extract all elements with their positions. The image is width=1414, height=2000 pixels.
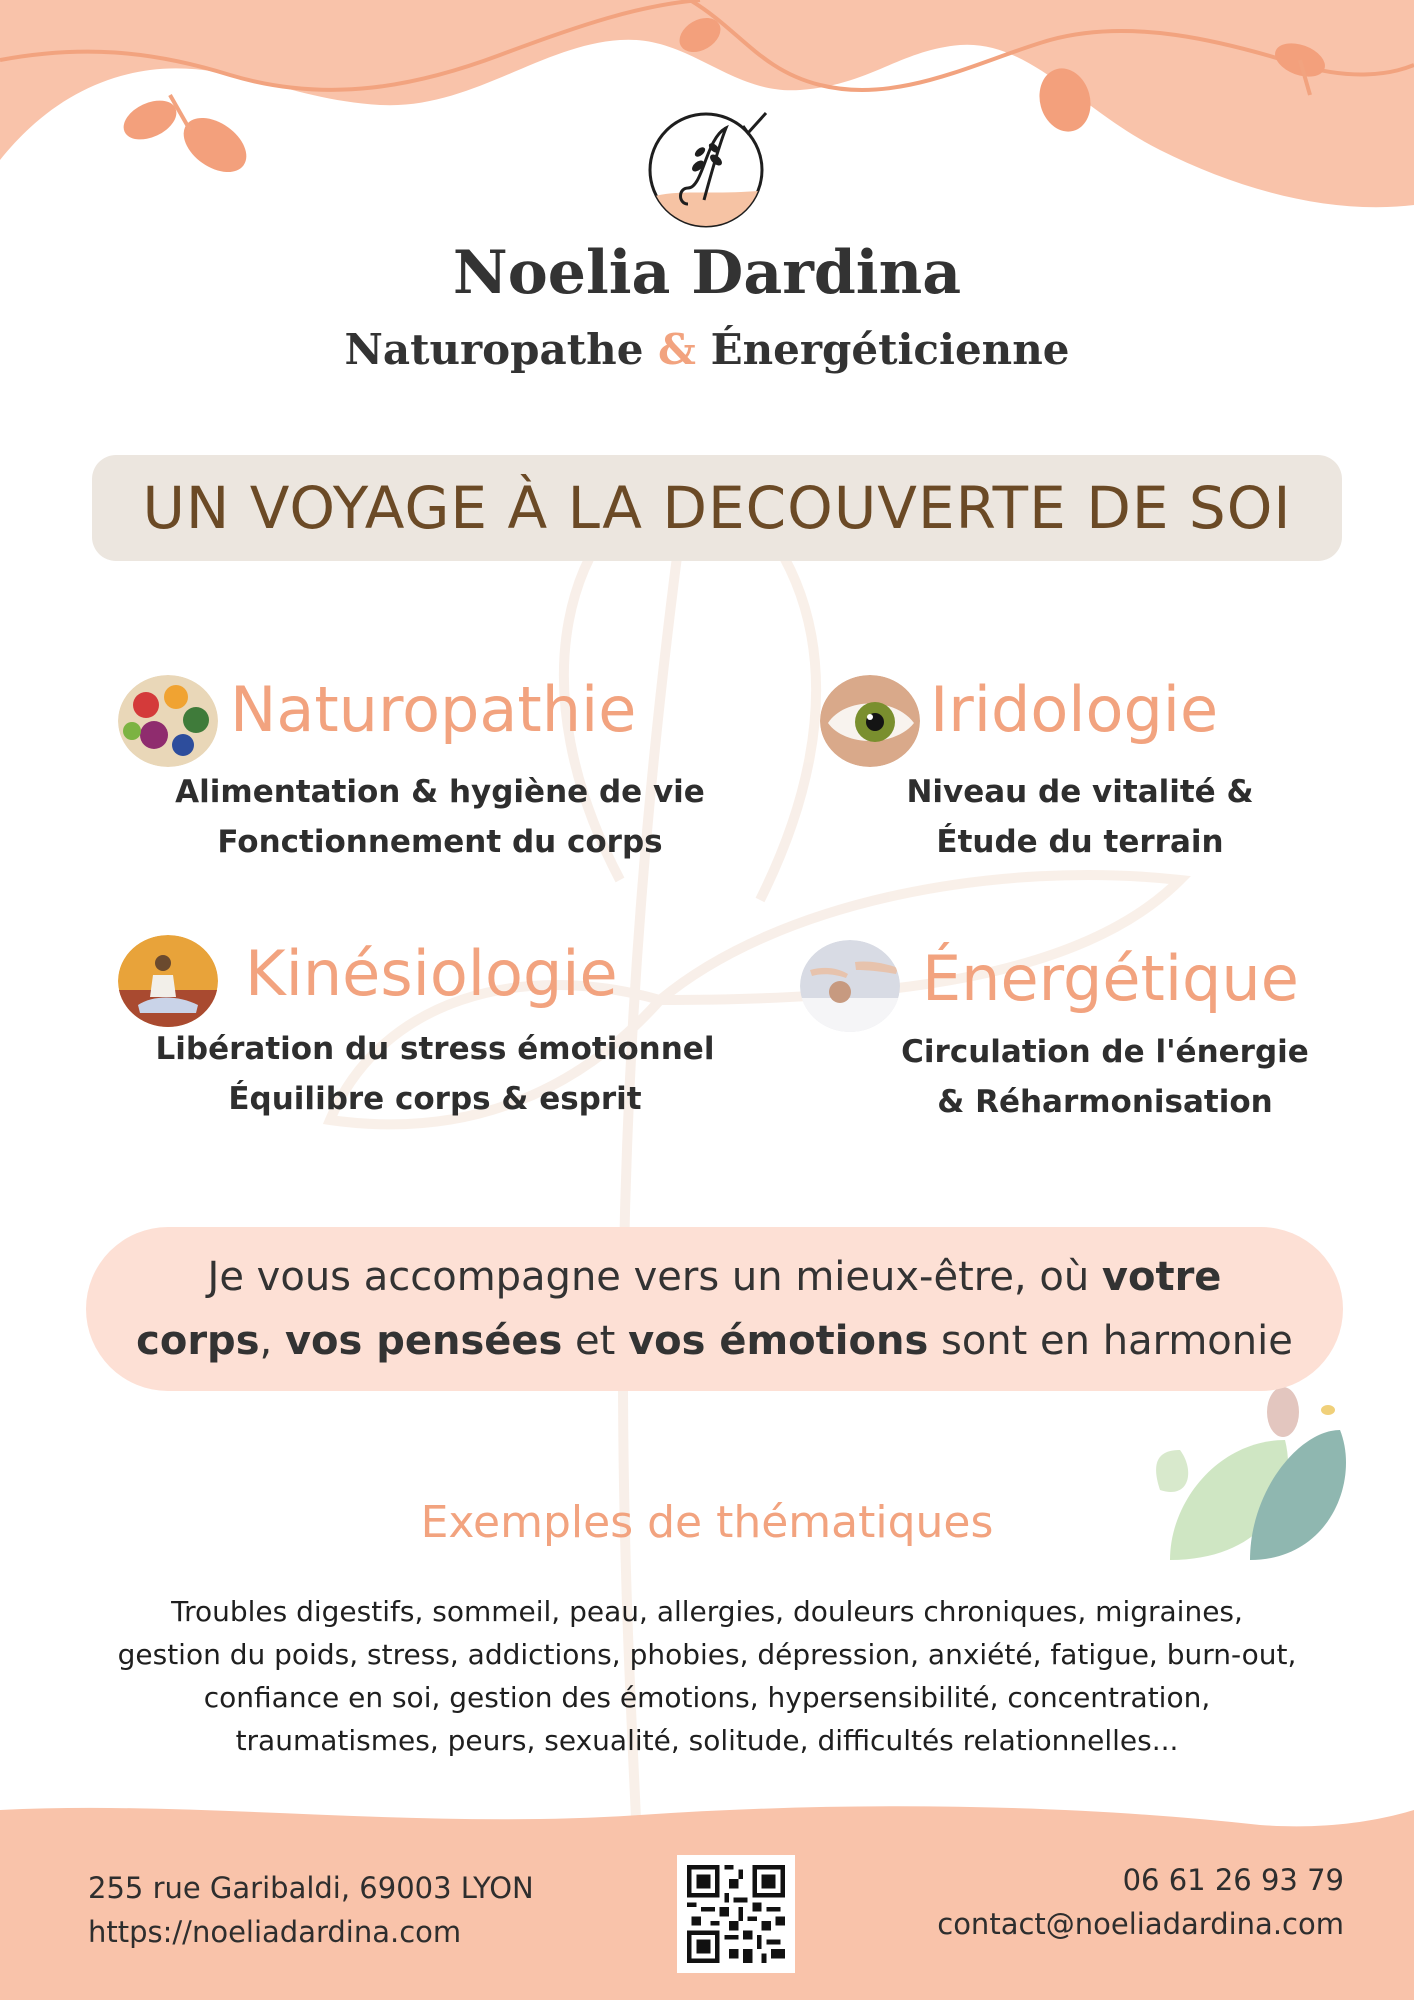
service-description (130, 767, 750, 867)
service-description (130, 1024, 740, 1124)
service-line: Fonctionnement du corps (217, 824, 663, 860)
examples-title: Exemples de thématiques (420, 1497, 994, 1548)
service-description (885, 1027, 1325, 1127)
qr-code-icon[interactable] (677, 1855, 795, 1973)
harmony-emphasis: vos émotions (628, 1318, 929, 1364)
service-title: Naturopathie (230, 673, 637, 746)
examples-line: confiance en soi, gestion des émotions, hypersensibilité, concentration, (203, 1681, 1211, 1714)
examples-line: traumatismes, peurs, sexualité, solitude, difficultés relationnelles... (235, 1724, 1179, 1757)
service-title: Énergétique (922, 942, 1299, 1015)
examples-line: Troubles digestifs, sommeil, peau, allergies, douleurs chroniques, migraines, (171, 1595, 1243, 1628)
subtitle-ampersand: & (658, 325, 696, 374)
harmony-line-1 (208, 1245, 1222, 1309)
subtitle-right: Énergéticienne (710, 325, 1070, 374)
service-line: Alimentation & hygiène de vie (175, 774, 705, 810)
service-title: Iridologie (930, 673, 1219, 746)
examples-list (70, 1590, 1344, 1762)
harmony-statement (86, 1227, 1343, 1391)
harmony-emphasis: vos pensées (284, 1318, 563, 1364)
meditation-icon (118, 935, 218, 1027)
service-line: Niveau de vitalité & (906, 774, 1254, 810)
website-link[interactable]: https://noeliadardina.com (88, 1915, 462, 1949)
harmony-emphasis: corps (136, 1318, 260, 1364)
fruit-vegetables-icon (118, 675, 218, 767)
service-description (800, 767, 1360, 867)
phone-number[interactable]: 06 61 26 93 79 (1122, 1863, 1344, 1897)
logo-icon (648, 108, 778, 238)
eye-icon (820, 675, 920, 767)
energy-healing-icon (800, 940, 900, 1032)
brand-subtitle (0, 325, 1414, 374)
service-line: Circulation de l'énergie (901, 1034, 1309, 1070)
footer-contact-right (937, 1858, 1344, 1946)
service-line: Étude du terrain (936, 824, 1224, 860)
subtitle-left: Naturopathe (344, 325, 644, 374)
footer-contact-left (88, 1866, 534, 1954)
tagline-banner: UN VOYAGE À LA DECOUVERTE DE SOI (92, 455, 1342, 561)
examples-line: gestion du poids, stress, addictions, phobies, dépression, anxiété, fatigue, burn-out, (117, 1638, 1297, 1671)
harmony-text: , (259, 1318, 285, 1364)
brand-name: Noelia Dardina (452, 238, 962, 308)
service-title: Kinésiologie (245, 937, 618, 1010)
address: 255 rue Garibaldi, 69003 LYON (88, 1871, 534, 1905)
harmony-text: sont en harmonie (928, 1318, 1293, 1364)
harmony-emphasis: votre (1101, 1254, 1222, 1300)
harmony-text: Je vous accompagne vers un mieux-être, où (207, 1254, 1102, 1300)
service-line: & Réharmonisation (937, 1084, 1273, 1120)
harmony-line-2 (136, 1309, 1293, 1373)
service-line: Équilibre corps & esprit (228, 1081, 642, 1117)
service-line: Libération du stress émotionnel (155, 1031, 715, 1067)
email-link[interactable]: contact@noeliadardina.com (937, 1907, 1344, 1941)
harmony-text: et (562, 1318, 629, 1364)
